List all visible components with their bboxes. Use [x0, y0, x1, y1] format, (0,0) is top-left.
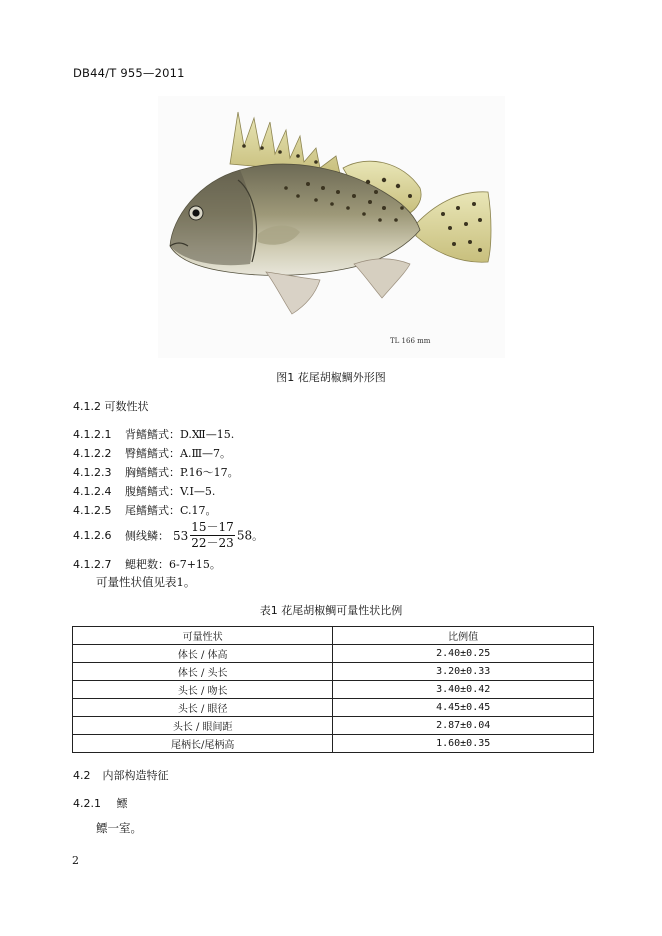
lateral-line-fraction: [190, 520, 235, 551]
section-number: 4.2: [73, 769, 91, 782]
figure-caption: 图1 花尾胡椒鲷外形图: [276, 371, 386, 384]
lateral-line-end: 。: [252, 529, 264, 543]
item-gill-rakers: [73, 556, 221, 572]
table-row: [73, 717, 594, 735]
section-title: 鳔: [116, 797, 128, 810]
item-number: 4.1.2.7: [73, 558, 112, 571]
table-header-row: [73, 627, 594, 645]
table-cell: 体长 / 体高: [73, 645, 333, 663]
table-cell: 体长 / 头长: [73, 663, 333, 681]
table-cell: 3.20±0.33: [333, 663, 594, 681]
section-heading-4-2-1: [73, 795, 128, 811]
item-text: 背鳍鳍式：D.Ⅻ—15.: [125, 428, 235, 441]
table-cell: 3.40±0.42: [333, 681, 594, 699]
table-cell: 头长 / 吻长: [73, 681, 333, 699]
measurement-table: [72, 626, 594, 753]
page-number: 2: [72, 854, 79, 867]
table-cell: 4.45±0.45: [333, 699, 594, 717]
table-cell: 1.60±0.35: [333, 735, 594, 753]
item-number: 4.1.2.4: [73, 485, 112, 498]
table-row: [73, 681, 594, 699]
table-header: 可量性状: [73, 627, 333, 645]
item-anal-fin: [73, 445, 231, 461]
table-cell: 尾柄长/尾柄高: [73, 735, 333, 753]
lateral-line-before: 53: [173, 528, 189, 543]
section-heading-4-1-2: [73, 398, 149, 414]
table-cell: 2.40±0.25: [333, 645, 594, 663]
item-text: 臀鳍鳍式：A.Ⅲ—7。: [125, 447, 232, 460]
item-caudal-fin: [73, 502, 217, 518]
item-text: 尾鳍鳍式：C.17。: [125, 504, 217, 517]
scale-label: TL 166 mm: [390, 337, 431, 345]
table-row: [73, 645, 594, 663]
item-pelvic-fin: [73, 483, 215, 499]
item-number: 4.1.2.6: [73, 529, 112, 542]
table-title: 表1 花尾胡椒鲷可量性状比例: [259, 604, 403, 617]
table-cell: 2.87±0.04: [333, 717, 594, 735]
section-number: 4.2.1: [73, 797, 101, 810]
item-number: 4.1.2.2: [73, 447, 112, 460]
fraction-numerator: 15－17: [191, 520, 234, 534]
item-number: 4.1.2.3: [73, 466, 112, 479]
table-header: 比例值: [333, 627, 594, 645]
fish-image: [158, 96, 505, 358]
measurable-note: 可量性状值见表1。: [96, 575, 196, 589]
section-heading-4-2: [73, 767, 169, 783]
lateral-line-after: 58: [236, 528, 253, 543]
item-text: 腹鳍鳍式：V.Ⅰ—5.: [125, 485, 216, 498]
table-cell: 头长 / 眼径: [73, 699, 333, 717]
item-lateral-line: [73, 520, 263, 551]
item-text: 鳃耙数：6-7+15。: [125, 558, 221, 571]
section-number: 4.1.2: [73, 400, 101, 413]
document-id: DB44/T 955—2011: [73, 66, 185, 80]
lateral-line-label: 侧线鳞：: [125, 529, 169, 543]
item-text: 胸鳍鳍式：P.16～17。: [125, 466, 239, 479]
item-number: 4.1.2.5: [73, 504, 112, 517]
fraction-denominator: 22－23: [191, 536, 234, 550]
bladder-text: 鳔一室。: [96, 821, 142, 835]
table-row: [73, 699, 594, 717]
fish-figure: [158, 96, 505, 358]
item-number: 4.1.2.1: [73, 428, 112, 441]
table-row: [73, 663, 594, 681]
section-title: 可数性状: [104, 400, 149, 413]
table-cell: 头长 / 眼间距: [73, 717, 333, 735]
item-dorsal-fin: [73, 426, 234, 442]
table-row: [73, 735, 594, 753]
section-title: 内部构造特征: [102, 769, 169, 782]
item-pectoral-fin: [73, 464, 239, 480]
